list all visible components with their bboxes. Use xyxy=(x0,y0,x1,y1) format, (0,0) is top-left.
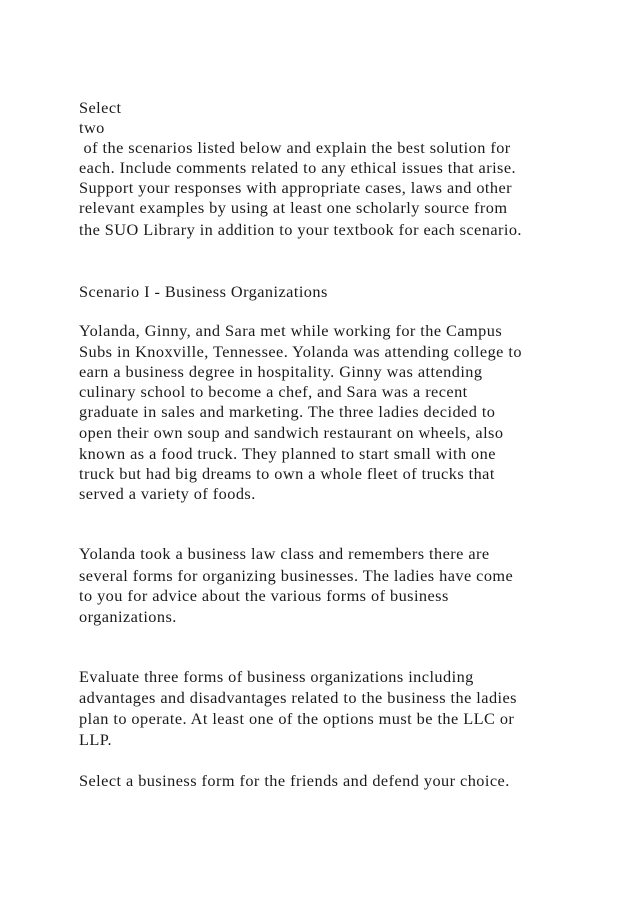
intro-line-1: Select xyxy=(79,98,122,117)
paragraph3-line-3: plan to operate. At least one of the options must be the LLC or xyxy=(79,709,515,728)
paragraph1-line-5: graduate in sales and marketing. The three ladies decided to xyxy=(79,402,496,421)
intro-line-6: relevant examples by using at least one scholarly source from xyxy=(79,198,508,217)
paragraph1-line-2: Subs in Knoxville, Tennessee. Yolanda was attending college to xyxy=(79,342,522,361)
paragraph1-line-3: earn a business degree in hospitality. Ginny was attending xyxy=(79,362,483,381)
paragraph1-line-9: served a variety of foods. xyxy=(79,484,256,503)
paragraph1-line-8: truck but had big dreams to own a whole fleet of trucks that xyxy=(79,464,495,483)
paragraph1-line-7: known as a food truck. They planned to start small with one xyxy=(79,444,496,463)
paragraph2-line-1: Yolanda took a business law class and remembers there are xyxy=(79,544,490,563)
intro-line-4: each. Include comments related to any ethical issues that arise. xyxy=(79,158,517,177)
paragraph4-line-1: Select a business form for the friends and defend your choice. xyxy=(79,771,510,790)
intro-line-2: two xyxy=(79,118,105,137)
paragraph3-line-1: Evaluate three forms of business organizations including xyxy=(79,667,474,686)
paragraph1-line-1: Yolanda, Ginny, and Sara met while working for the Campus xyxy=(79,321,503,340)
intro-line-7: the SUO Library in addition to your textbook for each scenario. xyxy=(79,220,522,239)
paragraph3-line-4: LLP. xyxy=(79,730,113,749)
paragraph2-line-3: to you for advice about the various forms of business xyxy=(79,586,449,605)
scenario-heading: Scenario I - Business Organizations xyxy=(79,282,328,301)
intro-line-5: Support your responses with appropriate cases, laws and other xyxy=(79,178,513,197)
paragraph3-line-2: advantages and disadvantages related to the business the ladies xyxy=(79,688,517,707)
paragraph1-line-6: open their own soup and sandwich restaurant on wheels, also xyxy=(79,423,504,442)
paragraph2-line-4: organizations. xyxy=(79,607,177,626)
paragraph1-line-4: culinary school to become a chef, and Sara was a recent xyxy=(79,382,468,401)
intro-line-3: of the scenarios listed below and explain the best solution for xyxy=(79,138,511,157)
paragraph2-line-2: several forms for organizing businesses. The ladies have come xyxy=(79,566,514,585)
